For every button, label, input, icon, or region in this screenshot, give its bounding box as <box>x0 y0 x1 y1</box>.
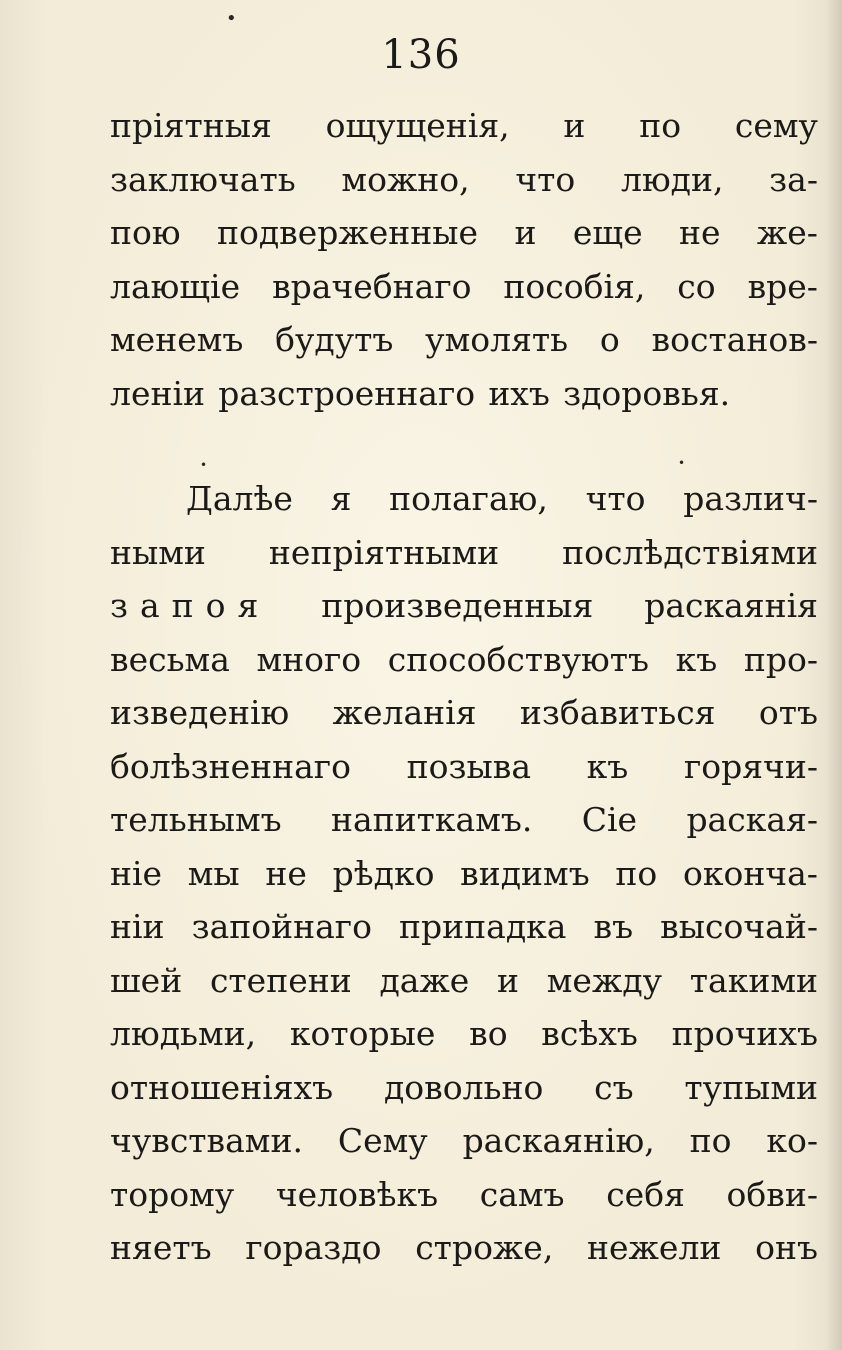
text-line <box>110 153 818 207</box>
word: онъ <box>755 1228 818 1267</box>
word: въ <box>593 907 634 946</box>
text-line <box>110 1221 818 1275</box>
word: даже <box>379 960 470 1000</box>
word: раская- <box>686 800 818 839</box>
word: нежели <box>587 1228 722 1267</box>
ink-speck: • <box>226 8 237 29</box>
word: гораздо <box>245 1228 382 1267</box>
word: различ- <box>683 479 818 518</box>
word: произведенныя <box>321 586 594 625</box>
word: пріятныя <box>110 106 272 145</box>
word: которые <box>289 1014 436 1053</box>
word: няетъ <box>110 1228 212 1267</box>
word: ными <box>110 532 206 572</box>
word: будутъ <box>275 320 394 359</box>
word: много <box>256 639 362 679</box>
word: заключать <box>110 159 296 199</box>
word: про- <box>743 639 818 679</box>
word: весьма <box>110 639 230 679</box>
word: Сему <box>337 1121 428 1160</box>
text-line <box>110 633 818 687</box>
text-line <box>110 686 818 740</box>
word: разстроеннаго <box>218 373 476 413</box>
word: къ <box>675 639 718 679</box>
text-line <box>110 1168 818 1222</box>
word: степени <box>209 960 352 1000</box>
ink-speck: • <box>678 456 686 470</box>
text-line <box>110 260 818 314</box>
text-line <box>110 793 818 847</box>
word: пособія, <box>503 266 646 306</box>
word: не <box>265 853 307 893</box>
word: вре- <box>747 266 818 306</box>
text-line <box>110 847 818 901</box>
word: что <box>585 479 646 518</box>
word: припадка <box>399 907 567 946</box>
word: запоя <box>110 586 271 625</box>
ink-speck: • <box>200 458 208 472</box>
text-line <box>110 1114 818 1168</box>
text-line <box>110 1007 818 1061</box>
word: я <box>330 479 352 518</box>
word: леніи <box>110 373 206 413</box>
text-line <box>110 367 818 421</box>
page-number: 136 <box>381 32 461 78</box>
word: оконча- <box>682 853 818 893</box>
word: ихъ <box>488 373 550 413</box>
word: и <box>514 213 537 252</box>
word: шей <box>110 960 183 1000</box>
word: тупыми <box>684 1067 818 1107</box>
word: еще <box>572 213 643 252</box>
word: не <box>679 213 721 252</box>
word: видимъ <box>460 853 590 893</box>
word: чувствами. <box>110 1121 303 1160</box>
text-line <box>110 1061 818 1115</box>
word: по <box>615 853 658 893</box>
paragraph-2 <box>110 472 818 1275</box>
word: всѣхъ <box>541 1014 638 1053</box>
word: способствуютъ <box>387 639 650 679</box>
word: врачебнаго <box>272 266 472 306</box>
word: рѣдко <box>332 853 435 893</box>
word: ніе <box>110 853 163 893</box>
text-line <box>110 900 818 954</box>
word: ощущенія, <box>325 106 510 145</box>
word: по <box>689 1121 732 1160</box>
word: люди, <box>620 159 724 199</box>
word: ко- <box>766 1121 818 1160</box>
word: раскаянія <box>644 586 818 625</box>
word: подверженные <box>216 213 479 252</box>
text-line <box>110 99 818 153</box>
word: Далѣе <box>186 479 293 518</box>
page-edge-shadow <box>826 0 842 1350</box>
word: пою <box>110 213 181 252</box>
paragraph-1 <box>110 99 818 420</box>
word: тельнымъ <box>110 800 282 839</box>
word: здоровья. <box>563 373 731 413</box>
word: строже, <box>415 1228 554 1267</box>
word: лающіе <box>110 266 241 306</box>
word: человѣкъ <box>275 1174 439 1214</box>
word: высочай- <box>660 907 818 946</box>
word: болѣзненнаго <box>110 746 351 786</box>
word: ніи <box>110 907 165 946</box>
word: самъ <box>479 1174 565 1214</box>
word: напиткамъ. <box>331 800 533 839</box>
word: полагаю, <box>389 479 548 518</box>
word: умолять <box>425 320 569 359</box>
word: во <box>469 1014 508 1053</box>
word: людьми, <box>110 1014 257 1053</box>
word: востанов- <box>651 320 818 359</box>
text-line <box>110 954 818 1008</box>
word: за- <box>769 159 818 199</box>
word: непріятными <box>268 532 500 572</box>
word: горячи- <box>683 746 818 786</box>
word: сему <box>734 106 818 145</box>
word: Сіе <box>581 800 638 839</box>
word: что <box>515 159 576 199</box>
word: довольно <box>383 1067 544 1107</box>
word: изведенію <box>110 693 290 732</box>
word: по <box>639 106 682 145</box>
word: съ <box>594 1067 634 1107</box>
word: со <box>677 266 716 306</box>
word: къ <box>586 746 629 786</box>
word: себя <box>606 1174 685 1214</box>
word: и <box>563 106 586 145</box>
word: о <box>599 320 620 359</box>
word: и <box>497 960 520 1000</box>
text-line <box>110 313 818 367</box>
word: менемъ <box>110 320 244 359</box>
text-line <box>110 526 818 580</box>
word: торому <box>110 1174 235 1214</box>
word: избавиться <box>519 693 716 732</box>
word: позыва <box>406 746 531 786</box>
word: раскаянію, <box>462 1121 655 1160</box>
word: отъ <box>758 693 818 732</box>
word: запойнаго <box>191 907 372 946</box>
word: прочихъ <box>671 1014 818 1053</box>
word: такими <box>689 960 818 1000</box>
text-line <box>110 740 818 794</box>
text-line <box>110 206 818 260</box>
word: между <box>546 960 663 1000</box>
text-line <box>110 472 818 526</box>
word: обви- <box>726 1174 818 1214</box>
word: желанія <box>332 693 477 732</box>
word: мы <box>187 853 240 893</box>
word: отношеніяхъ <box>110 1067 334 1107</box>
text-line <box>110 579 818 633</box>
word: послѣдствіями <box>562 532 818 572</box>
word: же- <box>756 213 818 252</box>
word: можно, <box>341 159 470 199</box>
